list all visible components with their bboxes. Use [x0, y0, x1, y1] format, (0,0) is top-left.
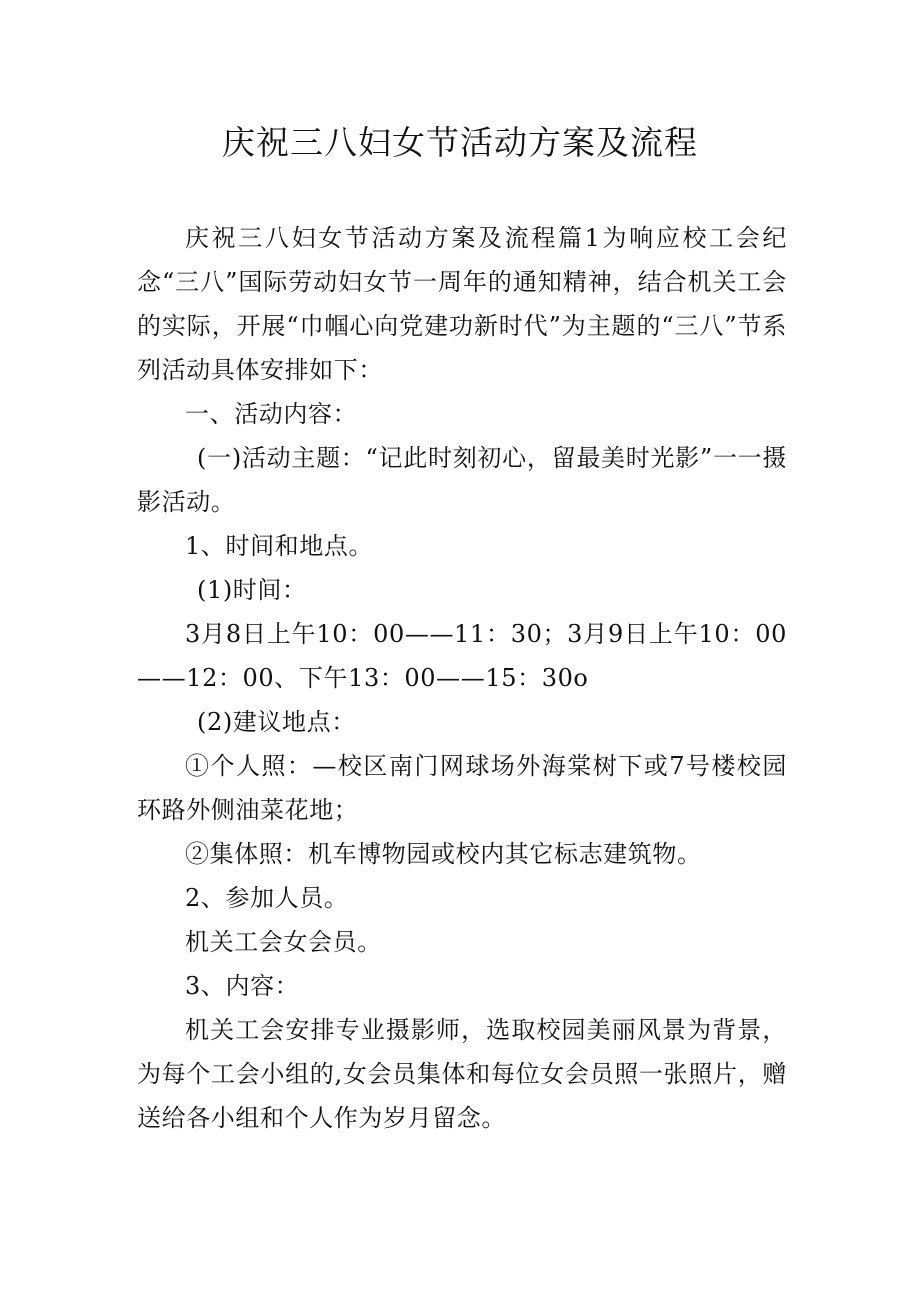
- item-time-and-place: 1、时间和地点。: [185, 532, 374, 560]
- section-heading-activity-content: 一、活动内容：: [185, 400, 358, 428]
- paragraph-schedule: 3月8日上午10：00——11：30；3月9日上午10：00——12：00、下午13：00——15：30o: [137, 620, 787, 692]
- document-title: 庆祝三八妇女节活动方案及流程: [222, 123, 698, 162]
- document-body: [137, 216, 787, 1140]
- paragraph-participants-detail: 机关工会女会员。: [185, 928, 382, 956]
- paragraph-group-photo: ②集体照：机车博物园或校内其它标志建筑物。: [185, 840, 702, 868]
- paragraph-content-detail: 机关工会安排专业摄影师，选取校园美丽风景为背景，为每个工会小组的,女会员集体和每位女会员照一张照片，赠送给各小组和个人作为岁月留念。: [137, 1016, 787, 1132]
- paragraph-intro: 庆祝三八妇女节活动方案及流程篇1为响应校工会纪念“三八”国际劳动妇女节一周年的通知精神，结合机关工会的实际，开展“巾帼心向党建功新时代”为主题的“三八”节系列活动具体安排如下：: [137, 224, 787, 384]
- item-time-heading: (1)时间：: [197, 576, 307, 604]
- item-participants: 2、参加人员。: [185, 884, 349, 912]
- item-content: 3、内容：: [185, 972, 300, 1000]
- paragraph-individual-photo: ①个人照：—校区南门网球场外海棠树下或7号楼校园环路外侧油菜花地；: [137, 752, 787, 824]
- subsection-activity-theme: (一)活动主题：“记此时刻初心，留最美时光影”一一摄影活动。: [137, 444, 787, 516]
- item-suggested-place: (2)建议地点：: [197, 708, 356, 736]
